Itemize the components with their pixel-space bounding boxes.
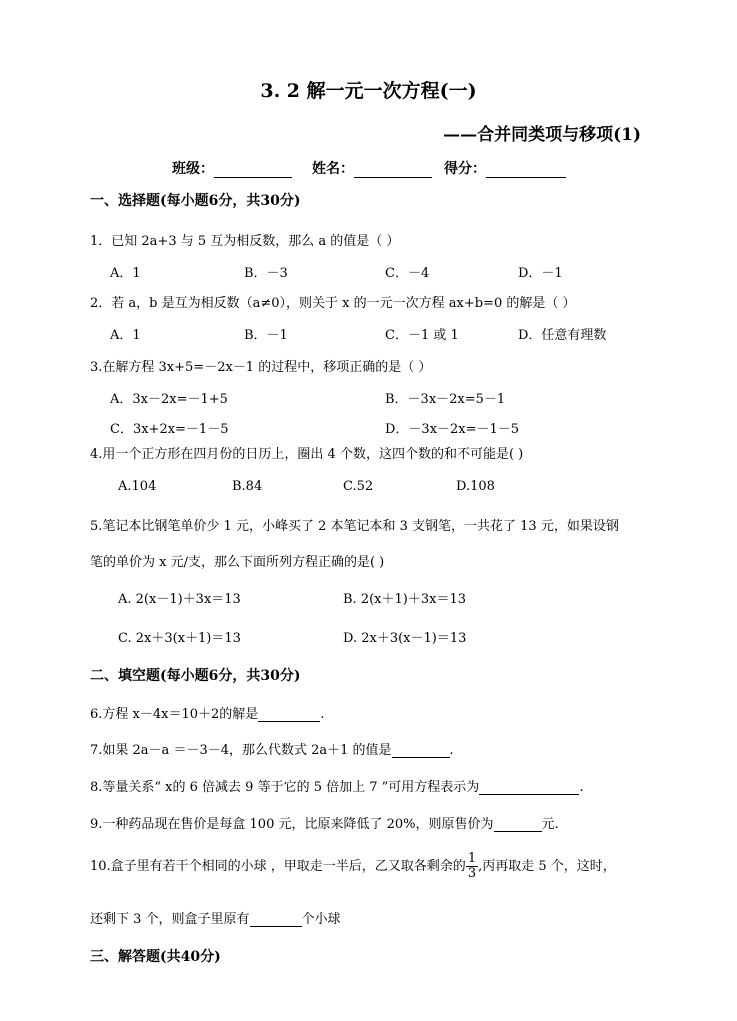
question-1-stem: 1．已知 2a+3 与 5 互为相反数，那么 a 的值是（ ） (90, 234, 400, 249)
score-field (444, 158, 566, 178)
q6-answer-blank[interactable] (258, 705, 320, 722)
name-field (312, 158, 432, 178)
q1-option-c: C．－4 (385, 266, 430, 281)
q7-end: . (449, 743, 454, 758)
question-4-stem: 4.用一个正方形在四月份的日历上，圈出 4 个数，这四个数的和不可能是( ) (90, 447, 524, 462)
page-title: 3. 2 解一元一次方程(一) (260, 80, 477, 102)
class-field (172, 158, 292, 178)
question-3-stem: 3.在解方程 3x+5=－2x－1 的过程中，移项正确的是（ ） (90, 360, 432, 375)
q6-end: . (320, 707, 325, 722)
q4-option-b: B.84 (232, 479, 263, 494)
q10-line2-text: 还剩下 3 个，则盒子里原有 (90, 912, 250, 927)
q4-option-a: A.104 (118, 479, 157, 494)
section-choice-heading: 一、选择题(每小题6分，共30分) (90, 193, 301, 209)
question-9 (90, 813, 559, 832)
class-blank[interactable] (214, 161, 292, 178)
q3-option-b: B．－3x－2x=5－1 (385, 392, 506, 407)
q8-answer-blank[interactable] (479, 778, 579, 795)
q2-option-c: C．－1 或 1 (385, 328, 459, 343)
q2-option-d: D．任意有理数 (518, 328, 607, 343)
q1-option-d: D．－1 (518, 266, 563, 281)
q8-end: . (579, 780, 584, 795)
q5-option-c: C. 2x＋3(x＋1)＝13 (118, 631, 241, 646)
question-8 (90, 776, 583, 795)
section-fill-heading: 二、填空题(每小题6分，共30分) (90, 668, 301, 684)
q10-text-after-fraction: ,丙再取走 5 个，这时， (478, 859, 616, 874)
q10-fraction-denominator: 3 (467, 866, 477, 881)
q7-text: 7.如果 2a－a ＝－3－4，那么代数式 2a＋1 的值是 (90, 743, 392, 758)
name-label: 姓名： (312, 161, 354, 177)
question-2-stem: 2．若 a，b 是互为相反数（a≠0），则关于 x 的一元一次方程 ax+b=0 的解是（ ） (90, 296, 576, 311)
question-7 (90, 739, 454, 758)
question-10-line1 (90, 852, 616, 881)
q5-option-d: D. 2x＋3(x－1)＝13 (343, 631, 467, 646)
q9-text: 9.一种药品现在售价是每盒 100 元，比原来降低了 20%，则原售价为 (90, 817, 494, 832)
q8-text: 8.等量关系“ x的 6 倍减去 9 等于它的 5 倍加上 7 ”可用方程表示为 (90, 780, 480, 795)
page-subtitle: ——合并同类项与移项(1) (443, 125, 641, 145)
q10-line2-end: 个小球 (301, 912, 341, 927)
q1-option-b: B．－3 (244, 266, 288, 281)
q2-option-b: B．－1 (244, 328, 288, 343)
q9-answer-blank[interactable] (494, 815, 542, 832)
q4-option-c: C.52 (343, 479, 374, 494)
q1-option-a: A．1 (110, 266, 141, 281)
q10-fraction (466, 852, 478, 881)
score-blank[interactable] (486, 161, 566, 178)
question-6 (90, 703, 324, 722)
q10-fraction-numerator: 1 (467, 851, 477, 866)
score-label: 得分： (444, 161, 486, 177)
q9-end: 元. (541, 817, 559, 832)
q7-answer-blank[interactable] (392, 741, 450, 758)
q10-text: 10.盒子里有若干个相同的小球 ，甲取走一半后，乙又取各剩余的 (90, 859, 466, 874)
section-solve-heading: 三、解答题(共40分) (90, 949, 221, 965)
q3-option-a: A．3x－2x=－1+5 (110, 392, 228, 407)
name-blank[interactable] (354, 161, 432, 178)
question-5-stem-line1: 5.笔记本比钢笔单价少 1 元，小峰买了 2 本笔记本和 3 支钢笔，一共花了 13 元，如果设钢 (90, 519, 619, 534)
q2-option-a: A．1 (110, 328, 141, 343)
q4-option-d: D.108 (456, 479, 495, 494)
question-10-line2 (90, 908, 341, 927)
q5-option-a: A. 2(x－1)＋3x＝13 (118, 592, 241, 607)
q6-text: 6.方程 x－4x＝10＋2的解是 (90, 707, 259, 722)
q5-option-b: B. 2(x＋1)＋3x＝13 (343, 592, 466, 607)
q10-answer-blank[interactable] (250, 910, 302, 927)
q3-option-d: D．－3x－2x=－1－5 (385, 422, 520, 437)
q3-option-c: C．3x+2x=－1－5 (110, 422, 229, 437)
question-5-stem-line2: 笔的单价为 x 元/支，那么下面所列方程正确的是( ) (90, 555, 385, 570)
class-label: 班级： (172, 161, 214, 177)
